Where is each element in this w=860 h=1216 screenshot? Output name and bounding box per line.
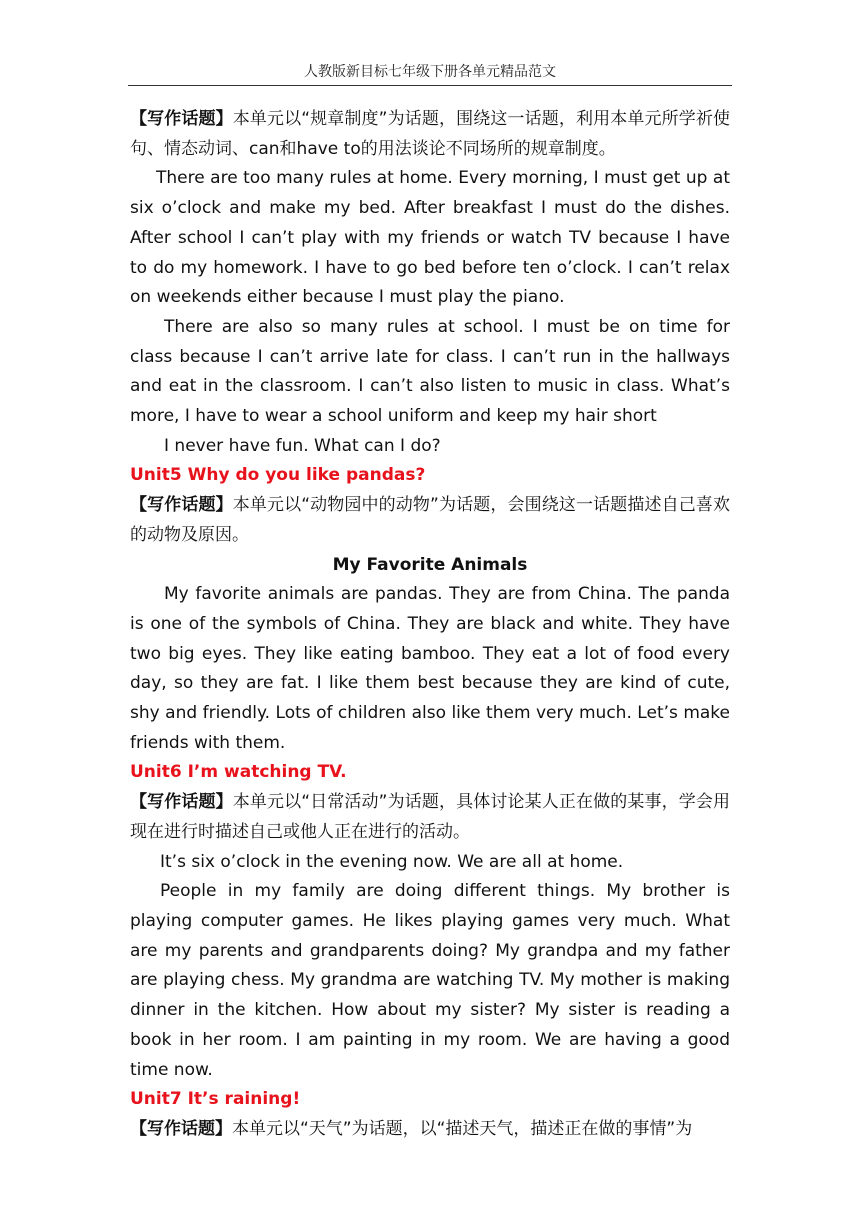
topic-text: 本单元以“日常活动”为话题，具体讨论某人正在做的某事，学会用现在进行时描述自己或他人正在进行的活动。: [130, 792, 730, 842]
topic-text: 本单元以“规章制度”为话题，围绕这一话题，利用本单元所学祈使句、情态动词、can和have to的用法谈论不同场所的规章制度。: [130, 109, 730, 159]
unit6-heading: Unit6 I’m watching TV.: [130, 762, 347, 783]
header-divider: [128, 85, 732, 86]
unit6-paragraph-2: People in my family are doing different things. My brother is playing computer games. He likes playing games very much. What are my parents and grandparents doing? My grandpa and my father are playing chess. My grandma are watching TV. My mother is making dinner in the kitchen. How about my sister? My sister is reading a book in her room. I am painting in my room. We are having a good time now.: [130, 881, 730, 1080]
page-header-title: 人教版新目标七年级下册各单元精品范文: [304, 64, 556, 80]
unit4-paragraph-3: I never have fun. What can I do?: [164, 435, 441, 456]
essay-title: My Favorite Animals: [332, 554, 528, 575]
unit5-topic: [130, 491, 730, 550]
unit7-topic: [130, 1115, 730, 1145]
unit4-paragraph-1: There are too many rules at home. Every morning, I must get up at six o’clock and make my bed. After breakfast I must do the dishes. After school I can’t play with my friends or watch TV because I have to do my homework. I have to go bed before ten o’clock. I can’t relax on weekends either because I must play the piano.: [130, 168, 730, 308]
unit4-topic: [130, 105, 730, 164]
topic-text: 本单元以“天气”为话题，以“描述天气，描述正在做的事情”为: [232, 1118, 693, 1139]
topic-tag: 【写作话题】: [130, 1118, 232, 1139]
topic-tag: 【写作话题】: [130, 495, 233, 516]
unit7-heading: Unit7 It’s raining!: [130, 1089, 301, 1110]
document-body: [130, 105, 730, 1145]
unit6-paragraph-1: It’s six o’clock in the evening now. We are all at home.: [160, 851, 624, 872]
topic-text: 本单元以“动物园中的动物”为话题，会围绕这一话题描述自己喜欢的动物及原因。: [130, 495, 730, 545]
unit5-heading: Unit5 Why do you like pandas?: [130, 465, 426, 486]
unit4-paragraph-2: There are also so many rules at school. I must be on time for class because I can’t arrive late for class. I can’t run in the hallways and eat in the classroom. I can’t also listen to music in class. What’s more, I have to wear a school uniform and keep my hair short: [130, 316, 730, 427]
unit5-paragraph-1: My favorite animals are pandas. They are from China. The panda is one of the symbols of China. They are black and white. They have two big eyes. They like eating bamboo. They eat a lot of food every day, so they are fat. I like them best because they are kind of cute, shy and friendly. Lots of children also like them very much. Let’s make friends with them.: [130, 584, 730, 753]
unit6-topic: [130, 788, 730, 847]
topic-tag: 【写作话题】: [130, 109, 233, 129]
topic-tag: 【写作话题】: [130, 792, 233, 813]
